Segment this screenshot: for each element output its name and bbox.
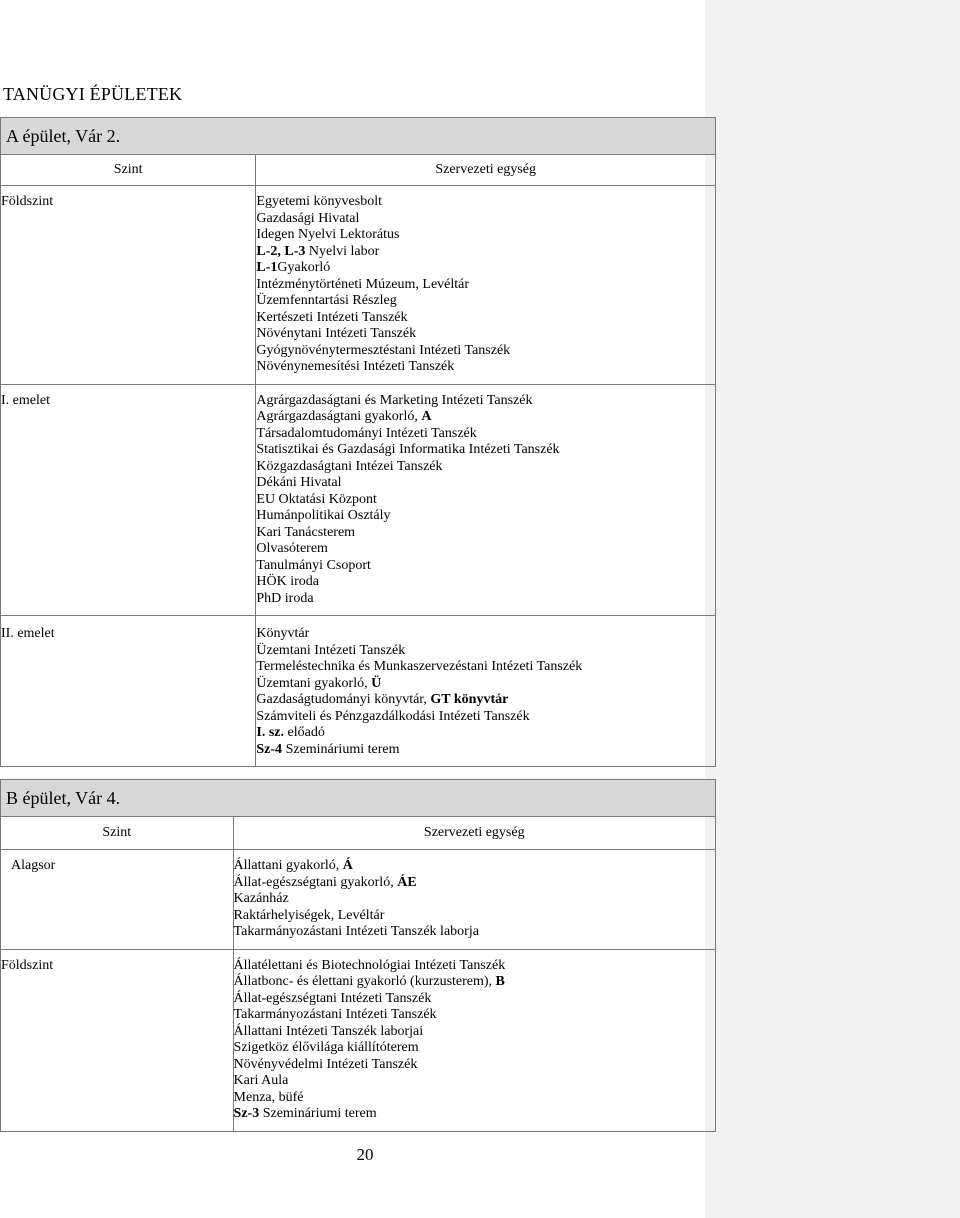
unit-item <box>234 858 715 875</box>
unit-item <box>256 426 715 443</box>
unit-list <box>256 616 716 767</box>
unit-text: Üzemfenntartási Részleg <box>256 293 397 308</box>
unit-text: Állattani gyakorló, <box>233 858 343 873</box>
unit-item <box>256 260 715 277</box>
unit-item <box>256 676 715 693</box>
table-row <box>1 616 716 767</box>
unit-item <box>256 574 715 591</box>
unit-code: GT könyvtár <box>430 692 509 707</box>
unit-item <box>234 1057 715 1074</box>
unit-item <box>256 310 715 327</box>
level-label: Földszint <box>1 949 234 1131</box>
unit-item <box>256 442 715 459</box>
unit-column-header: Szervezeti egység <box>256 155 716 186</box>
unit-text: Szigetköz élővilága kiállítóterem <box>233 1040 419 1055</box>
unit-text: Könyvtár <box>256 626 310 641</box>
unit-text: Kertészeti Intézeti Tanszék <box>256 309 408 325</box>
unit-text: előadó <box>284 725 325 740</box>
unit-item <box>256 244 715 261</box>
unit-text: Egyetemi könyvesbolt <box>256 194 382 209</box>
building-b-table <box>0 779 716 1132</box>
comment-margin <box>705 0 960 1218</box>
unit-item <box>256 359 715 376</box>
unit-text: Állattani Intézeti Tanszék laborjai <box>233 1023 424 1039</box>
unit-text: Raktárhelyiségek, Levéltár <box>233 907 385 923</box>
unit-item <box>256 277 715 294</box>
unit-text: Termeléstechnika és Munkaszervezéstani Intézeti Tanszék <box>256 659 583 674</box>
unit-item <box>256 742 715 759</box>
unit-text: Statisztikai és Gazdasági Informatika Intézeti Tanszék <box>256 442 560 457</box>
unit-text: PhD iroda <box>256 590 314 606</box>
unit-item <box>256 227 715 244</box>
unit-item <box>234 908 715 925</box>
unit-item <box>256 692 715 709</box>
unit-item <box>256 293 715 310</box>
unit-item <box>234 958 715 975</box>
unit-text: Humánpolitikai Osztály <box>256 508 391 523</box>
unit-item <box>256 525 715 542</box>
unit-text: Közgazdaságtani Intézei Tanszék <box>256 458 443 474</box>
unit-text: Szemináriumi terem <box>282 741 400 757</box>
unit-text: Számviteli és Pénzgazdálkodási Intézeti Tanszék <box>256 708 530 724</box>
unit-item <box>234 875 715 892</box>
unit-item <box>256 725 715 742</box>
unit-list <box>256 186 716 385</box>
unit-item <box>256 541 715 558</box>
unit-text: Gyógynövénytermesztéstani Intézeti Tanszék <box>256 342 511 358</box>
unit-item <box>256 643 715 660</box>
unit-item <box>256 393 715 410</box>
unit-code: Sz-3 <box>233 1106 260 1121</box>
unit-item <box>256 558 715 575</box>
unit-item <box>256 409 715 426</box>
unit-text: Állat-egészségtani gyakorló, <box>233 874 398 890</box>
unit-text: Menza, büfé <box>233 1089 304 1105</box>
unit-item <box>256 475 715 492</box>
unit-text: Kari Tanácsterem <box>256 524 356 540</box>
unit-code: Sz-4 <box>256 741 283 757</box>
level-label: II. emelet <box>1 616 256 767</box>
unit-item <box>256 194 715 211</box>
unit-text: Olvasóterem <box>256 541 328 556</box>
unit-column-header: Szervezeti egység <box>233 817 715 850</box>
unit-item <box>234 1040 715 1057</box>
unit-text: Társadalomtudományi Intézeti Tanszék <box>256 425 477 441</box>
unit-item <box>234 1024 715 1041</box>
unit-item <box>256 326 715 343</box>
level-column-header: Szint <box>1 817 234 850</box>
unit-item <box>234 1007 715 1024</box>
unit-text: Kari Aula <box>233 1073 289 1088</box>
unit-code: A <box>421 409 432 424</box>
level-label: Földszint <box>1 186 256 385</box>
unit-text: Nyelvi labor <box>305 243 380 259</box>
unit-item <box>256 626 715 643</box>
unit-text: HÖK iroda <box>256 574 319 589</box>
unit-item <box>234 891 715 908</box>
unit-item <box>256 492 715 509</box>
document-title: TANÜGYI ÉPÜLETEK <box>3 84 183 104</box>
unit-code: ÁE <box>397 874 417 890</box>
unit-text: Tanulmányi Csoport <box>256 557 371 573</box>
unit-text: Gazdaságtudományi könyvtár, <box>256 692 431 707</box>
unit-text: Takarmányozástani Intézeti Tanszék <box>233 1007 437 1022</box>
unit-item <box>256 591 715 608</box>
unit-text: Növénytani Intézeti Tanszék <box>256 326 417 341</box>
unit-text: Üzemtani Intézeti Tanszék <box>256 642 406 658</box>
unit-code: B <box>495 974 505 989</box>
unit-item <box>234 991 715 1008</box>
unit-text: Szemináriumi terem <box>259 1106 377 1121</box>
unit-item <box>256 211 715 228</box>
unit-text: Növénynemesítési Intézeti Tanszék <box>256 359 455 374</box>
unit-code: I. sz. <box>256 725 285 740</box>
level-label: Alagsor <box>1 850 234 950</box>
unit-text: Idegen Nyelvi Lektorátus <box>256 227 400 242</box>
unit-text: Agrárgazdaságtani és Marketing Intézeti Tanszék <box>256 392 533 408</box>
unit-item <box>256 343 715 360</box>
table-row <box>1 186 716 385</box>
unit-item <box>256 508 715 525</box>
unit-text: Takarmányozástani Intézeti Tanszék laborja <box>233 924 479 939</box>
unit-text: Állat-egészségtani Intézeti Tanszék <box>233 990 432 1006</box>
unit-list <box>256 384 716 616</box>
unit-text: Növényvédelmi Intézeti Tanszék <box>233 1056 418 1072</box>
unit-code: Ü <box>371 675 382 691</box>
level-label: I. emelet <box>1 384 256 616</box>
unit-item <box>234 1106 715 1123</box>
building-b-heading: B épület, Vár 4. <box>1 780 716 817</box>
unit-text: Intézménytörténeti Múzeum, Levéltár <box>256 276 470 292</box>
unit-code: L-1 <box>256 260 278 275</box>
unit-text: Üzemtani gyakorló, <box>256 675 372 691</box>
table-row <box>1 949 716 1131</box>
unit-text: EU Oktatási Központ <box>256 491 377 507</box>
page-number: 20 <box>356 1145 374 1164</box>
unit-text: Gazdasági Hivatal <box>256 210 360 226</box>
building-a-heading: A épület, Vár 2. <box>1 118 716 155</box>
building-a-table <box>0 117 716 767</box>
unit-list <box>233 949 715 1131</box>
unit-text: Állatélettani és Biotechnológiai Intézeti Tanszék <box>233 957 506 973</box>
unit-item <box>256 659 715 676</box>
unit-item <box>234 1090 715 1107</box>
unit-code: Á <box>342 858 353 873</box>
unit-item <box>234 924 715 941</box>
unit-item <box>234 974 715 991</box>
unit-item <box>256 459 715 476</box>
level-column-header: Szint <box>1 155 256 186</box>
unit-item <box>234 1073 715 1090</box>
unit-text: Agrárgazdaságtani gyakorló, <box>256 409 422 424</box>
unit-text: Dékáni Hivatal <box>256 475 342 490</box>
unit-text: Gyakorló <box>277 260 331 275</box>
unit-item <box>256 709 715 726</box>
unit-text: Kazánház <box>233 891 289 906</box>
unit-text: Állatbonc- és élettani gyakorló (kurzusterem), <box>233 974 496 989</box>
unit-code: L-2, L-3 <box>256 243 306 259</box>
unit-list <box>233 850 715 950</box>
table-row <box>1 384 716 616</box>
table-row <box>1 850 716 950</box>
